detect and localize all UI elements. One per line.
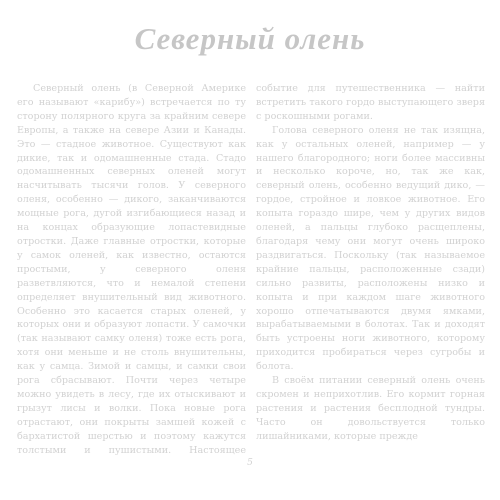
- article-body: [17, 82, 485, 460]
- page-number: 5: [247, 458, 253, 468]
- paragraph: Северный олень (в Северной Америке его называют «карибу») встречается по ту сторону полярного круга за крайним севере Европы, а также на севере Азии и Канады. Это — стадное животное. Существуют как дикие, так и одомашненные стада. Стадо одомашненных северных оленей могут насчитывать тысячи голов. У северного оленя, особенно — дикого, заканчиваются мощные рога, дугой изгибающиеся назад и на концах образующие лопастевидные отростки. Даже главные отростки, которые у самок оленей, как известно, остаются простыми, у северного оленя разветвляются, что и немалой степени определяет внушительный вид животного. Особенно это касается старых оленей, у которых они и образуют лопасти. У самочки (так называют самку оленя) тоже есть рога, хотя они меньше и не столь внушительны, как у самца. Зимой и самцы, и самки свои рога сбрасывают. Почти через четыре можно увидеть в лесу, где их отыскивают и грызут лисы и волки. Пока новые рога отрастают, они покрыты замшей кожей с бархатистой шерстью и поэтому кажутся толстыми и пушистыми. Настоящее событие для путешественника — найти встретить такого гордо выступающего зверя с роскошными рогами.: [17, 83, 485, 456]
- paragraph: Голова северного оленя не так изящна, как у остальных оленей, например — у нашего благородного; ноги более массивны и несколько короче, но, так же как, северный олень, особенно ведущий дико, — гордое, стройное и ловкое животное. Его копыта гораздо шире, чем у других видов оленей, а пальцы глубоко расщеплены, благодаря чему они могут очень широко раздвигаться. Поскольку (так называемое крайние пальцы, расположенные сзади) сильно развиты, расположены низко и копыта и при каждом шаге животного хорошо отпечатываются двумя ямками, вырабатываемыми в болотах. Так и доходят быть устроены ноги животного, которому приходится пробираться через сугробы и болота.: [256, 124, 485, 373]
- page-title: Северный олень: [134, 20, 366, 56]
- paragraph: В своём питании северный олень очень скромен и неприхотлив. Его кормит горная растения и растения бесплодной тундры. Часто он довольствуется только лишайниками, которые прежде: [256, 375, 485, 442]
